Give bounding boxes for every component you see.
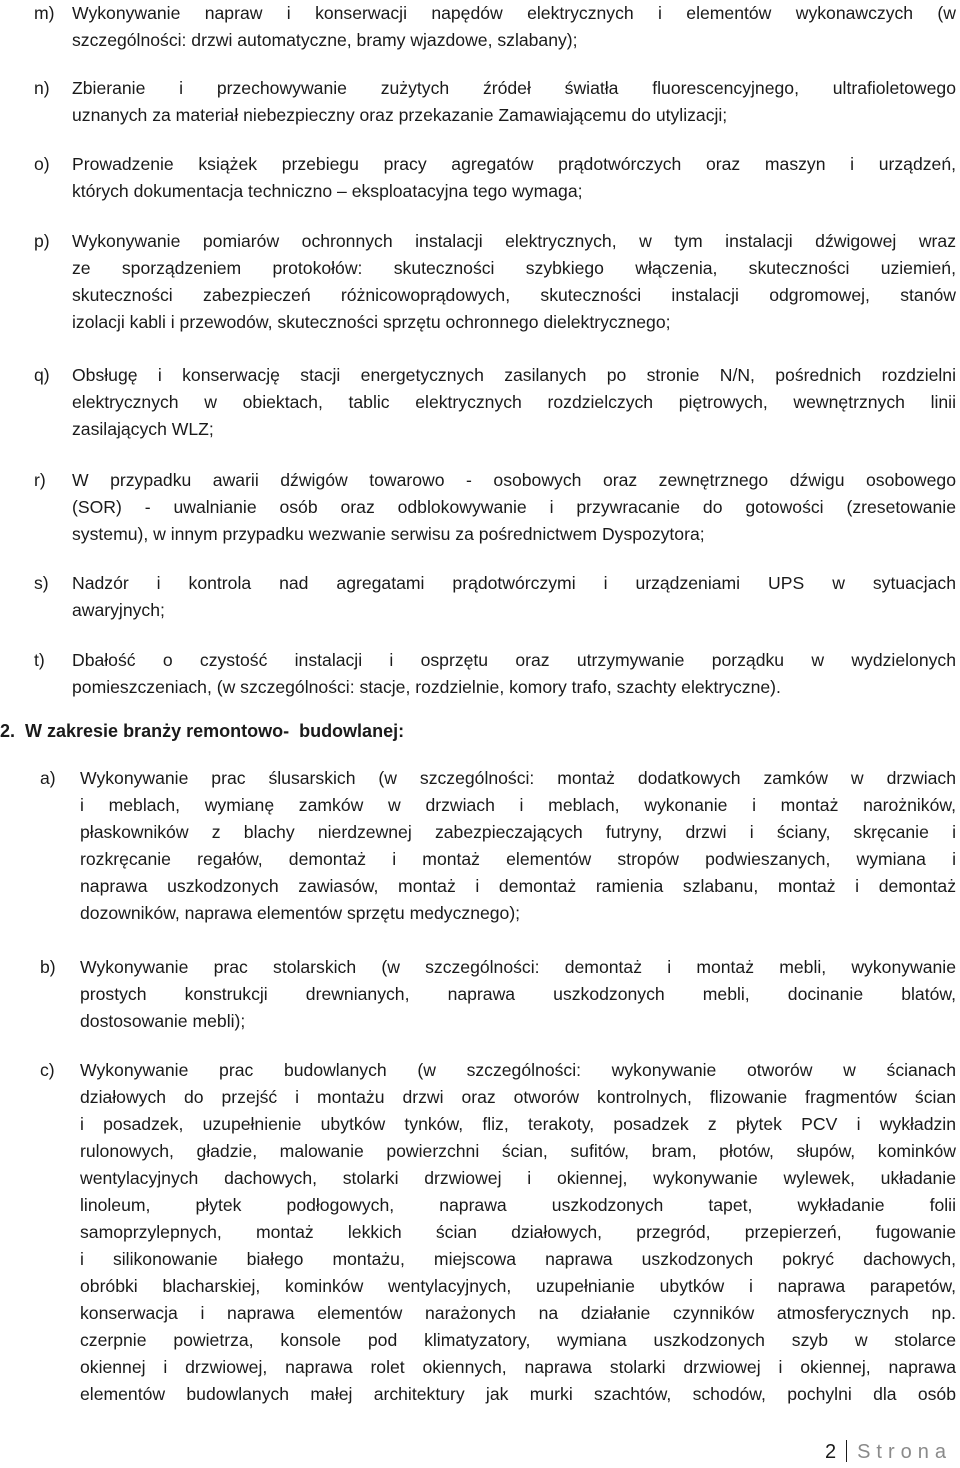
list-item-r (34, 467, 956, 548)
list-item-a (40, 765, 956, 927)
text-line: czerpnie powietrza, konsole pod klimatyzatory, wymiana uszkodzonych szyb w stolarce (80, 1330, 956, 1350)
list-item-text (72, 647, 956, 701)
list-item-text (72, 467, 956, 548)
text-line: i posadzek, uzupełnienie ubytków tynków, fliz, terakoty, posadzek z płytek PCV i wykładzin (80, 1114, 956, 1134)
text-line: płaskowników z blachy nierdzewnej zabezpieczających futryny, drzwi i ściany, skręcanie i (80, 822, 956, 842)
list-marker: n) (34, 78, 50, 98)
list-item-t (34, 647, 956, 701)
text-line: rozkręcanie regałów, demontaż i montaż elementów stropów podwieszanych, wymiana i (80, 849, 956, 869)
text-line: konserwacja i naprawa elementów narażonych na działanie czynników atmosferycznych np. (80, 1303, 956, 1323)
page-label: Strona (857, 1441, 952, 1463)
page-number: 2 (824, 1441, 837, 1463)
text-line: rulonowych, gładzie, malowanie powierzchni ścian, sufitów, bram, płotów, słupów, kominków (80, 1141, 956, 1161)
list-item-text (72, 228, 956, 336)
text-line: i meblach, wymianę zamków w drzwiach i meblach, wykonanie i montaż narożników, (80, 795, 956, 815)
text-line: ze sporządzeniem protokołów: skuteczności szybkiego włączenia, skuteczności uziemień, (72, 258, 956, 278)
list-item-text (72, 362, 956, 443)
text-line: naprawa uszkodzonych zawiasów, montaż i demontaż ramienia szlabanu, montaż i demontaż (80, 876, 956, 896)
text-line: okiennej i drzwiowej, naprawa rolet okiennych, naprawa stolarki drzwiowej i okiennej, naprawa (80, 1357, 956, 1377)
list-marker: s) (34, 573, 49, 593)
text-line: Wykonywanie napraw i konserwacji napędów elektrycznych i elementów wykonawczych (w (72, 3, 956, 23)
text-line: (SOR) - uwalnianie osób oraz odblokowywanie i przywracanie do gotowości (zresetowanie (72, 497, 956, 517)
text-line: awaryjnych; (72, 600, 165, 620)
text-line: dozowników, naprawa elementów sprzętu medycznego); (80, 903, 521, 923)
list-marker: t) (34, 650, 45, 670)
list-item-text (80, 1057, 956, 1408)
list-item-q (34, 362, 956, 443)
text-line: dostosowanie mebli); (80, 1011, 246, 1031)
list-marker: o) (34, 154, 50, 174)
text-line: uznanych za materiał niebezpieczny oraz przekazanie Zamawiającemu do utylizacji; (72, 105, 728, 125)
list-item-text (80, 765, 956, 927)
text-line: Prowadzenie książek przebiegu pracy agregatów prądotwórczych oraz maszyn i urządzeń, (72, 154, 956, 174)
list-item-text (72, 75, 956, 129)
list-marker: q) (34, 365, 50, 385)
list-item-p (34, 228, 956, 336)
text-line: izolacji kabli i przewodów, skuteczności sprzętu ochronnego dielektrycznego; (72, 312, 671, 332)
text-line: Wykonywanie prac stolarskich (w szczególności: demontaż i montaż mebli, wykonywanie (80, 957, 956, 977)
list-item-text (72, 151, 956, 205)
list-marker: p) (34, 231, 50, 251)
list-marker: r) (34, 470, 46, 490)
list-item-n (34, 75, 956, 129)
section-heading: 2. W zakresie branży remontowo- budowlanej: (0, 721, 405, 741)
text-line: skuteczności zabezpieczeń różnicowoprądowych, skuteczności instalacji odgromowej, stanów (72, 285, 956, 305)
text-line: których dokumentacja techniczno – eksploatacyjna tego wymaga; (72, 181, 583, 201)
text-line: W przypadku awarii dźwigów towarowo - osobowych oraz zewnętrznego dźwigu osobowego (72, 470, 956, 490)
text-line: samoprzylepnych, montaż lekkich ścian działowych, przegród, przepierzeń, fugowanie (80, 1222, 956, 1242)
text-line: linoleum, płytek podłogowych, naprawa uszkodzonych tapet, wykładanie folii (80, 1195, 956, 1215)
text-line: Wykonywanie pomiarów ochronnych instalacji elektrycznych, w tym instalacji dźwigowej wraz (72, 231, 956, 251)
text-line: obróbki blacharskiej, kominków wentylacyjnych, uzupełnianie ubytków i naprawa parapetów, (80, 1276, 956, 1296)
list-item-c (40, 1057, 956, 1408)
text-line: systemu), w innym przypadku wezwanie serwisu za pośrednictwem Dyspozytora; (72, 524, 705, 544)
text-line: zasilających WLZ; (72, 419, 214, 439)
list-item-text (72, 0, 956, 54)
page-footer (825, 1438, 952, 1466)
text-line: szczególności: drzwi automatyczne, bramy wjazdowe, szlabany); (72, 30, 578, 50)
text-line: Nadzór i kontrola nad agregatami prądotwórczymi i urządzeniami UPS w sytuacjach (72, 573, 956, 593)
text-line: Wykonywanie prac budowlanych (w szczególności: wykonywanie otworów w ścianach (80, 1060, 956, 1080)
text-line: pomieszczeniach, (w szczególności: stacje, rozdzielnie, komory trafo, szachty elektryczne). (72, 677, 781, 697)
list-item-text (72, 570, 956, 624)
list-item-s (34, 570, 956, 624)
text-line: Zbieranie i przechowywanie zużytych źródeł światła fluorescencyjnego, ultrafioletowego (72, 78, 956, 98)
list-item-text (80, 954, 956, 1035)
text-line: prostych konstrukcji drewnianych, naprawa uszkodzonych mebli, docinanie blatów, (80, 984, 956, 1004)
list-marker: m) (34, 3, 55, 23)
text-line: elementów budowlanych małej architektury jak murki szachtów, schodów, pochylni dla osób (80, 1384, 956, 1404)
list-marker: a) (40, 768, 56, 788)
text-line: i silikonowanie białego montażu, miejscowa naprawa uszkodzonych pokryć dachowych, (80, 1249, 956, 1269)
list-item-o (34, 151, 956, 205)
footer-divider (846, 1440, 847, 1462)
list-marker: c) (40, 1060, 55, 1080)
text-line: Dbałość o czystość instalacji i osprzętu oraz utrzymywanie porządku w wydzielonych (72, 650, 956, 670)
text-line: elektrycznych w obiektach, tablic elektrycznych rozdzielczych piętrowych, wewnętrznych linii (72, 392, 956, 412)
text-line: działowych do przejść i montażu drzwi oraz otworów kontrolnych, flizowanie fragmentów ścian (80, 1087, 956, 1107)
text-line: Wykonywanie prac ślusarskich (w szczególności: montaż dodatkowych zamków w drzwiach (80, 768, 956, 788)
list-item-m (34, 0, 956, 54)
text-line: wentylacyjnych dachowych, stolarki drzwiowej i okiennej, wykonywanie wylewek, układanie (80, 1168, 956, 1188)
list-item-b (40, 954, 956, 1035)
list-marker: b) (40, 957, 56, 977)
text-line: Obsługę i konserwację stacji energetycznych zasilanych po stronie N/N, pośrednich rozdzielni (72, 365, 956, 385)
